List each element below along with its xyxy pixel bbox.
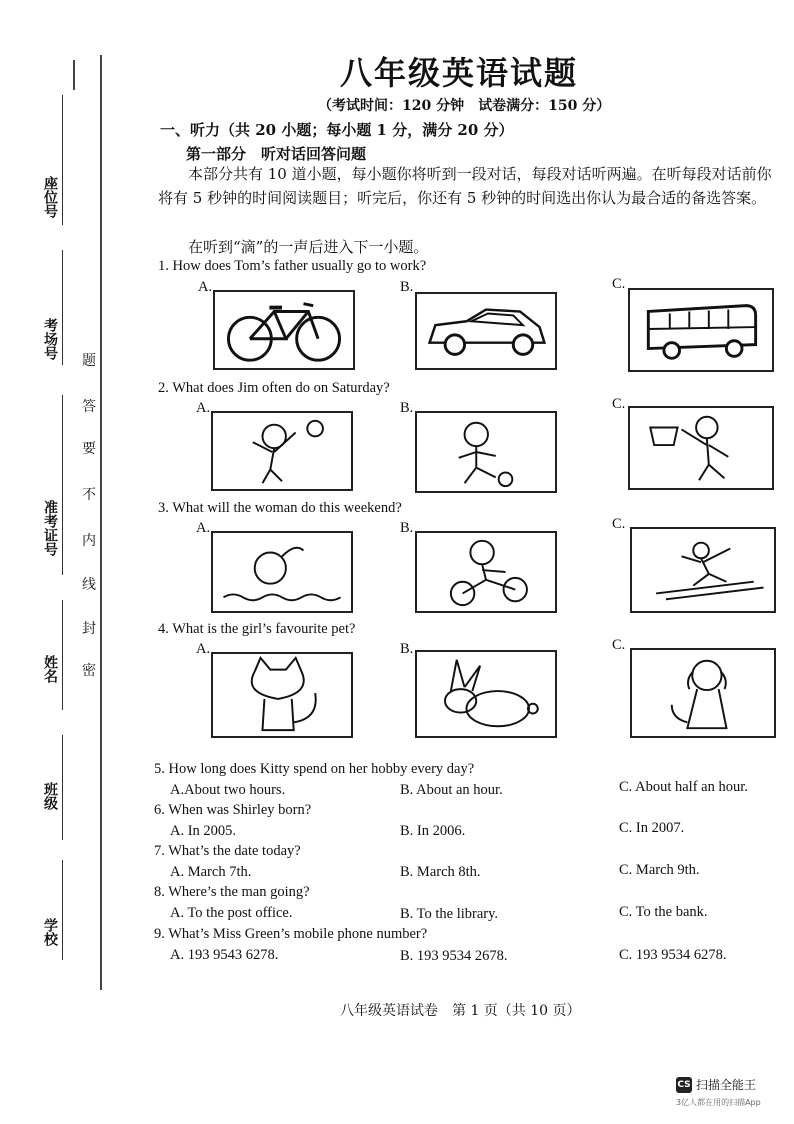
admission-number-label: 准考证号 — [42, 500, 58, 556]
question-8: 8. Where’s the man going? — [154, 884, 310, 900]
school-label: 学校 — [42, 918, 58, 946]
exam-room-label: 考场号 — [42, 318, 58, 360]
option-image-a[interactable] — [213, 290, 355, 370]
option-c[interactable]: C. About half an hour. — [619, 779, 748, 795]
option-image-c[interactable] — [630, 527, 776, 613]
basketball-icon — [630, 408, 772, 488]
option-a[interactable]: A.About two hours. — [170, 782, 286, 798]
question-9: 9. What’s Miss Green’s mobile phone number? — [154, 926, 428, 942]
seal-char: 密 — [82, 663, 96, 679]
scanner-name: 扫描全能王 — [696, 1078, 757, 1092]
page-footer: 八年级英语试卷 第 1 页（共 10 页） — [340, 1003, 581, 1019]
instructions-beep: 在听到“滴”的一声后进入下一小题。 — [188, 238, 429, 256]
football-icon — [417, 413, 555, 491]
option-label: A. — [196, 641, 211, 657]
option-label: B. — [400, 279, 414, 295]
name-line[interactable] — [62, 600, 63, 710]
option-label: B. — [400, 641, 414, 657]
option-c[interactable]: C. March 9th. — [619, 862, 700, 878]
seal-char: 封 — [82, 621, 96, 637]
option-b[interactable]: B. About an hour. — [400, 782, 503, 798]
question-1: 1. How does Tom’s father usually go to work? — [158, 258, 427, 274]
binding-line — [100, 55, 102, 990]
seal-char: 题 — [82, 353, 96, 369]
binding-mark — [73, 60, 75, 90]
option-label: C. — [612, 276, 626, 292]
option-image-b[interactable] — [415, 292, 557, 370]
question-7: 7. What’s the date today? — [154, 843, 301, 859]
question-6: 6. When was Shirley born? — [154, 802, 312, 818]
option-label: A. — [196, 400, 211, 416]
option-label: A. — [198, 279, 213, 295]
name-label: 姓名 — [42, 655, 58, 683]
option-image-c[interactable] — [628, 406, 774, 490]
instructions: 本部分共有 10 道小题，每小题你将听到一段对话，每段对话听两遍。在听每段对话前你将有 5 秒钟的时间阅读题目；听完后，你还有 5 秒钟的时间选出你认为最合适的备选答案。 — [158, 165, 772, 207]
exam-room-line[interactable] — [62, 250, 63, 365]
cat-icon — [213, 654, 351, 736]
question-5: 5. How long does Kitty spend on her hobby every day? — [154, 761, 475, 777]
option-label: B. — [400, 400, 414, 416]
class-label: 班级 — [42, 782, 58, 810]
scanner-tagline: 3亿人都在用的扫描App — [676, 1098, 761, 1107]
option-image-c[interactable] — [630, 648, 776, 738]
seat-number-line[interactable] — [62, 95, 63, 225]
option-label: B. — [400, 520, 414, 536]
option-b[interactable]: B. March 8th. — [400, 864, 481, 880]
option-a[interactable]: A. 193 9543 6278. — [170, 947, 279, 963]
scanner-logo: CS — [676, 1077, 692, 1093]
option-b[interactable]: B. 193 9534 2678. — [400, 948, 508, 964]
part-title: 第一部分 听对话回答问题 — [186, 145, 367, 163]
option-c[interactable]: C. In 2007. — [619, 820, 685, 836]
option-a[interactable]: A. March 7th. — [170, 864, 252, 880]
seal-char: 不 — [82, 487, 96, 503]
option-image-a[interactable] — [211, 411, 353, 491]
option-b[interactable]: B. In 2006. — [400, 823, 466, 839]
rabbit-icon — [417, 652, 555, 736]
question-3: 3. What will the woman do this weekend? — [158, 500, 402, 516]
option-label: C. — [612, 396, 626, 412]
admission-number-line[interactable] — [62, 395, 63, 575]
section-heading: 一、听力（共 20 小题；每小题 1 分，满分 20 分） — [160, 121, 514, 139]
option-label: A. — [196, 520, 211, 536]
car-icon — [417, 294, 555, 368]
class-line[interactable] — [62, 735, 63, 840]
option-a[interactable]: A. To the post office. — [170, 905, 293, 921]
option-label: C. — [612, 516, 626, 532]
seal-char: 线 — [82, 577, 96, 593]
exam-info: （考试时间：120 分钟 试卷满分：150 分） — [318, 98, 611, 114]
option-c[interactable]: C. 193 9534 6278. — [619, 947, 727, 963]
option-c[interactable]: C. To the bank. — [619, 904, 708, 920]
cycling-icon — [417, 533, 555, 611]
bus-icon — [630, 290, 772, 370]
page-title: 八年级英语试题 — [340, 54, 579, 92]
option-image-b[interactable] — [415, 531, 557, 613]
seal-char: 答 — [82, 399, 96, 415]
dog-icon — [632, 650, 774, 736]
seal-char: 内 — [82, 533, 96, 549]
swimming-icon — [213, 533, 351, 611]
option-image-c[interactable] — [628, 288, 774, 372]
option-label: C. — [612, 637, 626, 653]
seal-char: 要 — [82, 441, 96, 457]
skiing-icon — [632, 529, 774, 611]
question-4: 4. What is the girl’s favourite pet? — [158, 621, 356, 637]
option-image-a[interactable] — [211, 652, 353, 738]
bicycle-icon — [215, 292, 353, 368]
school-line[interactable] — [62, 860, 63, 960]
option-b[interactable]: B. To the library. — [400, 906, 499, 922]
question-2: 2. What does Jim often do on Saturday? — [158, 380, 390, 396]
seat-number-label: 座位号 — [42, 176, 58, 218]
option-image-a[interactable] — [211, 531, 353, 613]
option-image-b[interactable] — [415, 411, 557, 493]
option-image-b[interactable] — [415, 650, 557, 738]
volleyball-icon — [213, 413, 351, 489]
option-a[interactable]: A. In 2005. — [170, 823, 237, 839]
